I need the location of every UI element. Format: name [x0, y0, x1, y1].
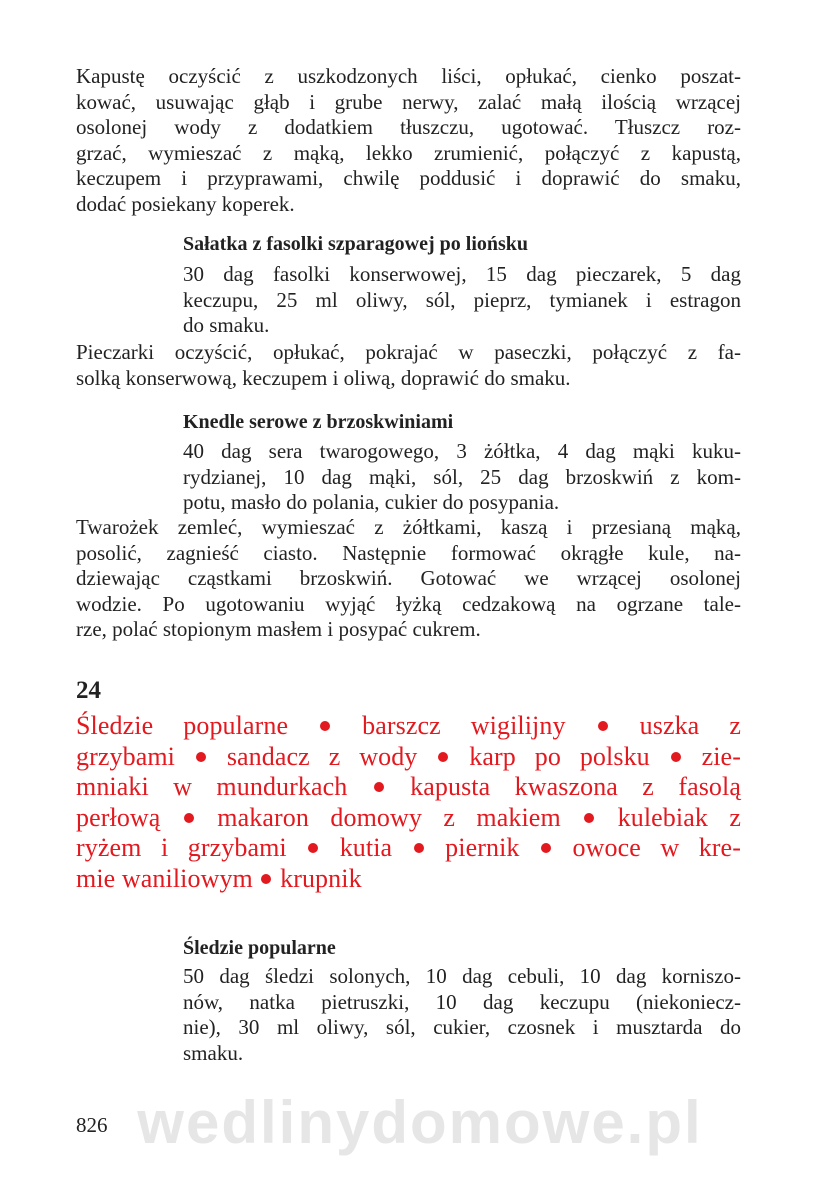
- text-line: dziewając cząstkami brzoskwiń. Gotować we wrzącej osolonej: [76, 566, 741, 591]
- text-line: rze, polać stopionym masłem i posypać cukrem.: [76, 617, 481, 642]
- menu-item: grzybami: [76, 741, 175, 771]
- recipe-method: [76, 340, 741, 391]
- recipe-title: Knedle serowe z brzoskwiniami: [183, 411, 454, 433]
- bullet-dot-icon: [196, 752, 206, 762]
- text-line: nów, natka pietruszki, 10 dag keczupu (niekoniecz-: [183, 989, 741, 1014]
- menu-item: mniaki w mundurkach: [76, 772, 348, 801]
- text-line: 50 dag śledzi solonych, 10 dag cebuli, 10 dag korniszo-: [183, 964, 741, 988]
- text-line: nie), 30 ml oliwy, sól, cukier, czosnek i musztarda do: [183, 1015, 741, 1040]
- text-line: dodać posiekany koperek.: [76, 191, 295, 216]
- text-line: kować, usuwając głąb i grube nerwy, zalać małą ilością wrzącej: [76, 89, 741, 114]
- menu-list: [76, 711, 741, 894]
- intro-paragraph: [76, 64, 741, 218]
- recipe-ingredients: [183, 964, 741, 1066]
- menu-item: krupnik: [280, 863, 362, 893]
- menu-line: [76, 742, 741, 773]
- text-line: keczupem i przyprawami, chwilę poddusić i doprawić do smaku,: [76, 166, 741, 191]
- text-line: rydzianej, 10 dag mąki, sól, 25 dag brzoskwiń z kom-: [183, 464, 741, 489]
- text-line: posolić, zagnieść ciasto. Następnie formować okrągłe kule, na-: [76, 540, 741, 565]
- menu-line: [76, 833, 741, 864]
- text-line: osolonej wody z dodatkiem tłuszczu, ugotować. Tłuszcz roz-: [76, 115, 741, 140]
- bullet-dot-icon: [584, 813, 594, 823]
- menu-item: kulebiak z: [617, 802, 742, 832]
- menu-item: uszka z: [639, 711, 741, 740]
- menu-item: perłową: [76, 802, 161, 832]
- menu-number: 24: [76, 677, 101, 704]
- menu-line: [76, 711, 741, 742]
- bullet-dot-icon: [320, 721, 330, 731]
- menu-item: ryżem i grzybami: [76, 833, 287, 862]
- bullet-dot-icon: [261, 874, 271, 884]
- menu-item: sandacz z wody: [226, 741, 418, 771]
- bullet-dot-icon: [308, 843, 318, 853]
- text-line: do smaku.: [183, 313, 270, 338]
- menu-item: Śledzie popularne: [76, 711, 289, 740]
- menu-line: [76, 803, 741, 834]
- bullet-dot-icon: [438, 752, 448, 762]
- menu-item: kutia: [339, 833, 393, 862]
- text-line: wodzie. Po ugotowaniu wyjąć łyżką cedzakową na ogrzane tale-: [76, 591, 741, 616]
- menu-item: zie-: [701, 741, 741, 771]
- text-line: Twarożek zemleć, wymieszać z żółtkami, kaszą i przesianą mąką,: [76, 515, 741, 539]
- menu-item: kapusta kwaszona z fasolą: [410, 772, 741, 801]
- bullet-dot-icon: [184, 813, 194, 823]
- bullet-dot-icon: [541, 843, 551, 853]
- recipe-ingredients: [183, 262, 741, 339]
- watermark: wedlinydomowe.pl: [137, 1089, 703, 1156]
- page-number: 826: [76, 1113, 108, 1137]
- bullet-dot-icon: [598, 721, 608, 731]
- menu-item: mie waniliowym: [76, 863, 253, 893]
- recipe-ingredients: [183, 439, 741, 516]
- menu-item: owoce w kre-: [572, 833, 741, 862]
- text-line: 40 dag sera twarogowego, 3 żółtka, 4 dag mąki kuku-: [183, 439, 741, 463]
- bullet-dot-icon: [414, 843, 424, 853]
- text-line: Kapustę oczyścić z uszkodzonych liści, opłukać, cienko poszat-: [76, 64, 741, 88]
- text-line: potu, masło do polania, cukier do posypania.: [183, 490, 560, 515]
- recipe-title: Śledzie popularne: [183, 937, 336, 959]
- menu-item: karp po polsku: [469, 741, 650, 771]
- text-line: 30 dag fasolki konserwowej, 15 dag pieczarek, 5 dag: [183, 262, 741, 286]
- menu-item: makaron domowy z makiem: [217, 802, 561, 832]
- text-line: keczupu, 25 ml oliwy, sól, pieprz, tymianek i estragon: [183, 287, 741, 312]
- text-line: Pieczarki oczyścić, opłukać, pokrajać w paseczki, połączyć z fa-: [76, 340, 741, 364]
- recipe-method: [76, 515, 741, 643]
- menu-item: barszcz wigilijny: [362, 711, 566, 740]
- text-line: solką konserwową, keczupem i oliwą, doprawić do smaku.: [76, 365, 571, 390]
- text-line: smaku.: [183, 1040, 244, 1065]
- bullet-dot-icon: [671, 752, 681, 762]
- menu-line: [76, 864, 741, 895]
- recipe-title: Sałatka z fasolki szparagowej po liońsku: [183, 233, 529, 255]
- bullet-dot-icon: [374, 782, 384, 792]
- menu-item: piernik: [445, 833, 520, 862]
- text-line: grzać, wymieszać z mąką, lekko zrumienić, połączyć z kapustą,: [76, 140, 741, 165]
- menu-line: [76, 772, 741, 803]
